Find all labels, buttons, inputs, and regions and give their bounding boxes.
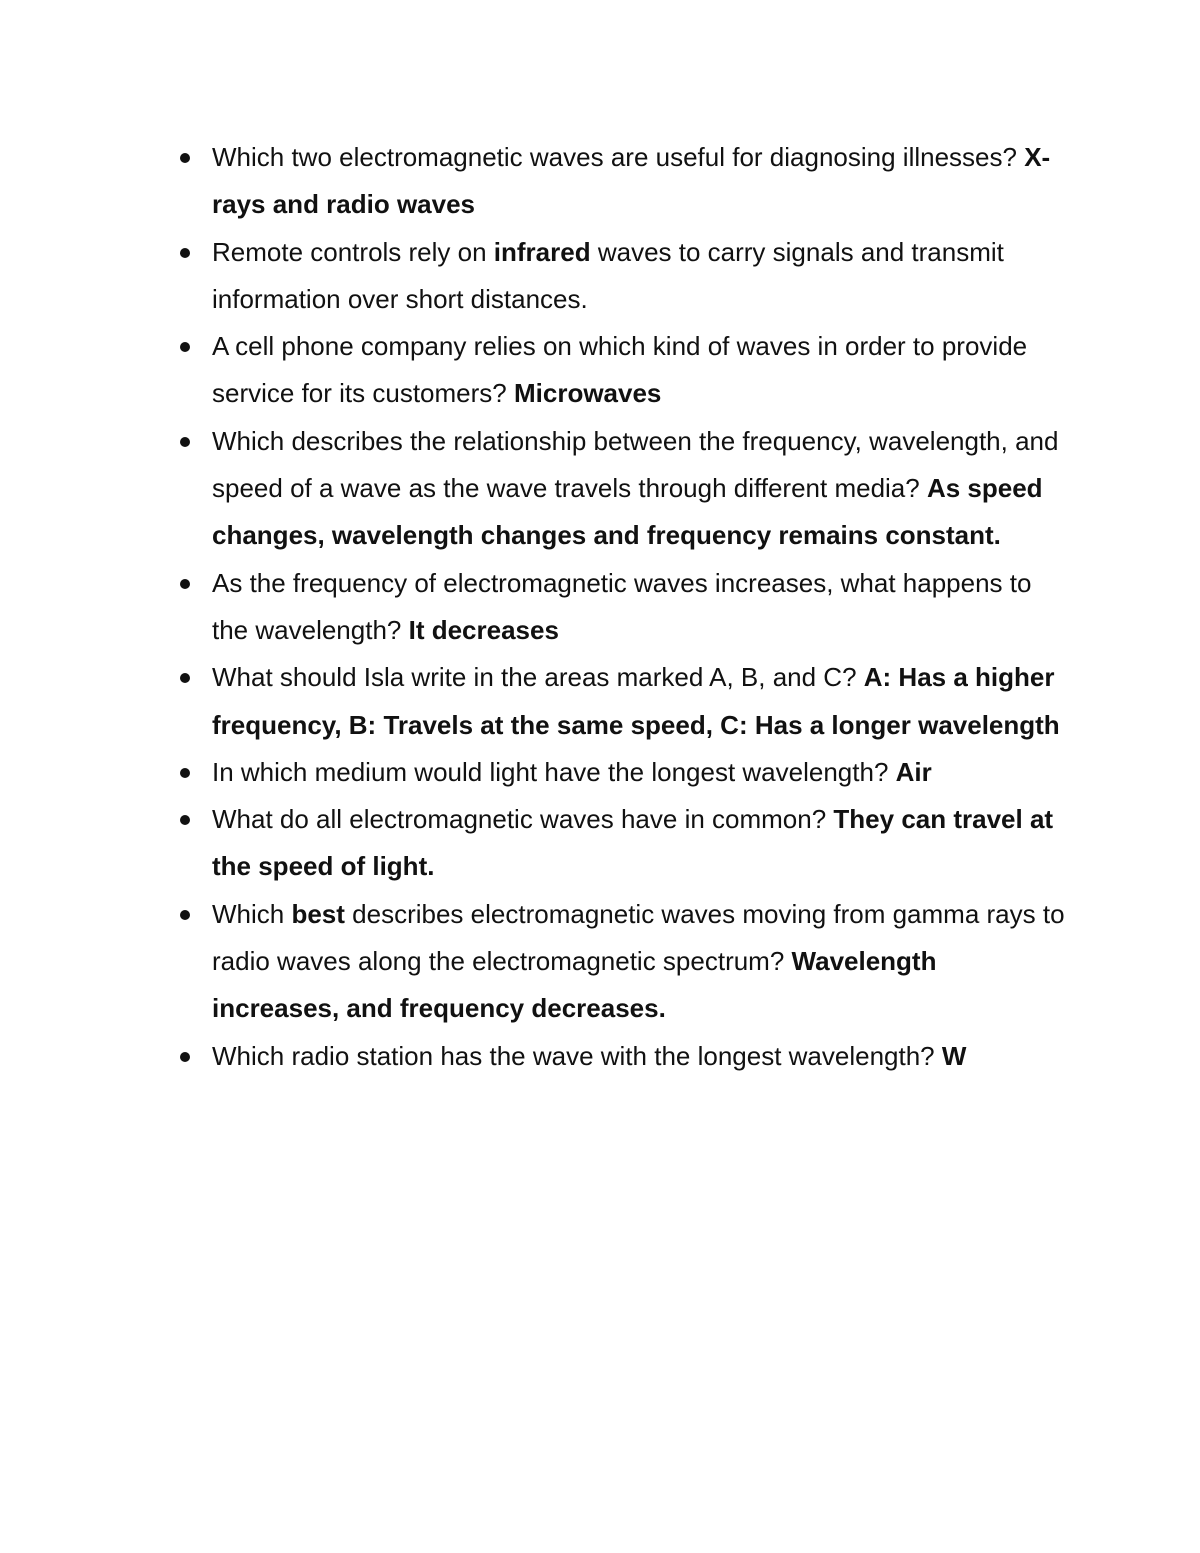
emphasis-text: best <box>291 898 345 929</box>
bullet-icon <box>180 342 190 352</box>
list-item <box>176 891 1066 1033</box>
question-text: waves to carry signals and transmit information over short distances. <box>212 236 1004 314</box>
bullet-icon <box>180 579 190 589</box>
list-item <box>176 323 1066 418</box>
answer-text: Microwaves <box>513 378 662 409</box>
question-text: Which two electromagnetic waves are useful for diagnosing illnesses? <box>212 142 1025 172</box>
question-text: Which <box>212 898 292 929</box>
bullet-icon <box>180 815 190 825</box>
question-text: A cell phone company relies on which kind of waves in order to provide service for its customers? <box>212 331 1028 409</box>
list-item <box>176 749 1066 796</box>
answer-text: X-rays and radio waves <box>212 142 1051 220</box>
qa-bullet-list <box>176 134 1066 1080</box>
answer-text: As speed changes, wavelength changes and frequency remains constant. <box>212 473 1043 551</box>
question-text: As the frequency of electromagnetic waves increases, what happens to the wavelength? <box>212 567 1032 645</box>
answer-text: W <box>941 1040 967 1071</box>
bullet-icon <box>180 248 190 258</box>
bullet-icon <box>180 910 190 920</box>
question-text: Remote controls rely on <box>212 236 494 267</box>
answer-text: infrared <box>493 236 591 267</box>
bullet-icon <box>180 1052 190 1062</box>
answer-text: Wavelength increases, and frequency decreases. <box>212 946 937 1024</box>
answer-text: Air <box>895 756 932 787</box>
list-item <box>176 134 1066 229</box>
list-item <box>176 796 1066 891</box>
question-text: In which medium would light have the longest wavelength? <box>212 756 896 787</box>
answer-text: They can travel at the speed of light. <box>212 804 1054 882</box>
question-text: describes electromagnetic waves moving from gamma rays to radio waves along the electromagnetic spectrum? <box>212 898 1065 977</box>
question-text: What do all electromagnetic waves have in common? <box>212 804 834 835</box>
bullet-icon <box>180 153 190 163</box>
bullet-icon <box>180 673 190 683</box>
answer-text: It decreases <box>408 614 559 645</box>
question-text: Which describes the relationship between the frequency, wavelength, and speed of a wave as the wave travels through different media? <box>212 425 1059 504</box>
question-text: What should Isla write in the areas marked A, B, and C? <box>212 662 864 693</box>
bullet-icon <box>180 768 190 778</box>
bullet-icon <box>180 437 190 447</box>
list-item <box>176 654 1066 749</box>
question-text: Which radio station has the wave with the longest wavelength? <box>212 1040 942 1071</box>
answer-text: A: Has a higher frequency, B: Travels at the same speed, C: Has a longer wavelength <box>212 662 1060 740</box>
list-item <box>176 229 1066 324</box>
list-item <box>176 1033 1066 1080</box>
list-item <box>176 418 1066 560</box>
list-item <box>176 560 1066 655</box>
